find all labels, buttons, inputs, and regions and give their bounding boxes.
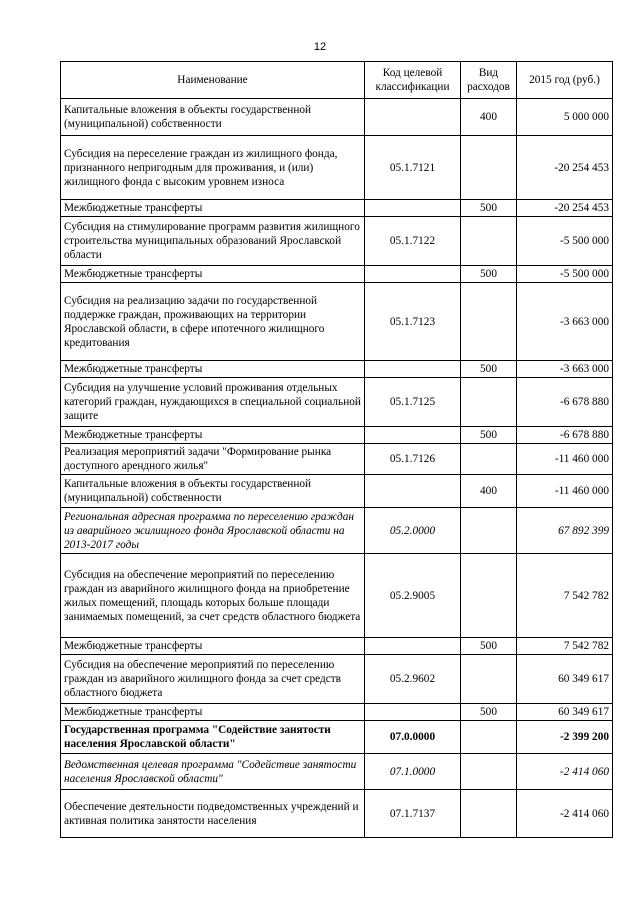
row-code-cell: [365, 266, 461, 283]
row-amount-cell: -3 663 000: [517, 361, 613, 378]
header-code: Код целевой классификации: [365, 62, 461, 99]
row-code-cell: [365, 638, 461, 655]
row-type-cell: [461, 790, 517, 838]
row-amount-cell: -11 460 000: [517, 475, 613, 508]
table-header-row: [61, 62, 613, 99]
row-amount-cell: 67 892 399: [517, 508, 613, 554]
table-row: [61, 704, 613, 721]
row-amount-cell: 60 349 617: [517, 655, 613, 704]
row-code-cell: 05.1.7125: [365, 378, 461, 427]
header-amount: 2015 год (руб.): [517, 62, 613, 99]
row-name-cell: Межбюджетные трансферты: [61, 638, 365, 655]
row-code-cell: 05.2.9602: [365, 655, 461, 704]
row-name-cell: Субсидия на улучшение условий проживания отдельных категорий граждан, нуждающихся в специальной социальной защите: [61, 378, 365, 427]
row-name-cell: Межбюджетные трансферты: [61, 427, 365, 444]
row-code-cell: 05.1.7121: [365, 136, 461, 200]
row-name-cell: Ведомственная целевая программа "Содействие занятости населения Ярославской области": [61, 754, 365, 790]
row-code-cell: 05.2.0000: [365, 508, 461, 554]
row-code-cell: 07.1.7137: [365, 790, 461, 838]
row-name-cell: Субсидия на обеспечение мероприятий по переселению граждан из аварийного жилищного фонда за счет средств областного бюджета: [61, 655, 365, 704]
row-type-cell: [461, 508, 517, 554]
row-amount-cell: -6 678 880: [517, 378, 613, 427]
row-name-cell: Межбюджетные трансферты: [61, 200, 365, 217]
row-name-cell: Государственная программа "Содействие занятости населения Ярославской области": [61, 721, 365, 754]
row-amount-cell: -20 254 453: [517, 200, 613, 217]
row-code-cell: [365, 475, 461, 508]
row-code-cell: 05.2.9005: [365, 554, 461, 638]
table-row: [61, 427, 613, 444]
row-code-cell: 05.1.7123: [365, 283, 461, 361]
row-type-cell: 400: [461, 99, 517, 136]
budget-table: [60, 61, 613, 838]
table-row: [61, 99, 613, 136]
row-code-cell: [365, 361, 461, 378]
row-amount-cell: -5 500 000: [517, 217, 613, 266]
row-name-cell: Капитальные вложения в объекты государственной (муниципальной) собственности: [61, 475, 365, 508]
table-row: [61, 554, 613, 638]
row-code-cell: [365, 427, 461, 444]
row-type-cell: [461, 721, 517, 754]
table-row: [61, 754, 613, 790]
row-amount-cell: -2 414 060: [517, 790, 613, 838]
row-type-cell: 500: [461, 361, 517, 378]
row-type-cell: 500: [461, 427, 517, 444]
row-name-cell: Обеспечение деятельности подведомственных учреждений и активная политика занятости населения: [61, 790, 365, 838]
row-code-cell: 07.0.0000: [365, 721, 461, 754]
row-name-cell: Межбюджетные трансферты: [61, 361, 365, 378]
row-amount-cell: -5 500 000: [517, 266, 613, 283]
table-row: [61, 444, 613, 475]
row-code-cell: 07.1.0000: [365, 754, 461, 790]
row-amount-cell: -20 254 453: [517, 136, 613, 200]
row-code-cell: 05.1.7126: [365, 444, 461, 475]
row-name-cell: Капитальные вложения в объекты государственной (муниципальной) собственности: [61, 99, 365, 136]
row-name-cell: Реализация мероприятий задачи "Формирование рынка доступного арендного жилья": [61, 444, 365, 475]
row-code-cell: [365, 704, 461, 721]
row-amount-cell: -2 414 060: [517, 754, 613, 790]
table-row: [61, 283, 613, 361]
table-row: [61, 266, 613, 283]
table-row: [61, 721, 613, 754]
row-code-cell: [365, 200, 461, 217]
row-amount-cell: -6 678 880: [517, 427, 613, 444]
row-name-cell: Субсидия на переселение граждан из жилищного фонда, признанного непригодным для проживания, и (или) жилищного фонда с высоким уровнем износа: [61, 136, 365, 200]
header-type: Вид расходов: [461, 62, 517, 99]
row-amount-cell: 5 000 000: [517, 99, 613, 136]
table-row: [61, 790, 613, 838]
row-code-cell: 05.1.7122: [365, 217, 461, 266]
row-amount-cell: 60 349 617: [517, 704, 613, 721]
row-type-cell: 500: [461, 200, 517, 217]
table-row: [61, 508, 613, 554]
row-type-cell: 500: [461, 638, 517, 655]
row-type-cell: [461, 754, 517, 790]
table-row: [61, 136, 613, 200]
row-type-cell: [461, 136, 517, 200]
row-type-cell: [461, 444, 517, 475]
table-row: [61, 475, 613, 508]
table-row: [61, 638, 613, 655]
row-type-cell: [461, 283, 517, 361]
row-type-cell: [461, 378, 517, 427]
table-row: [61, 361, 613, 378]
row-amount-cell: -3 663 000: [517, 283, 613, 361]
row-code-cell: [365, 99, 461, 136]
page-number: 12: [313, 41, 327, 53]
row-name-cell: Региональная адресная программа по переселению граждан из аварийного жилищного фонда Ярославской области на 2013-2017 годы: [61, 508, 365, 554]
row-amount-cell: 7 542 782: [517, 554, 613, 638]
row-type-cell: [461, 655, 517, 704]
table-row: [61, 200, 613, 217]
table-row: [61, 378, 613, 427]
row-amount-cell: 7 542 782: [517, 638, 613, 655]
table-row: [61, 217, 613, 266]
row-type-cell: [461, 554, 517, 638]
header-name: Наименование: [61, 62, 365, 99]
row-name-cell: Межбюджетные трансферты: [61, 704, 365, 721]
row-name-cell: Субсидия на реализацию задачи по государственной поддержке граждан, проживающих на территории Ярославской области, в сфере ипотечного жилищного кредитования: [61, 283, 365, 361]
table-row: [61, 655, 613, 704]
row-type-cell: 500: [461, 704, 517, 721]
row-amount-cell: -2 399 200: [517, 721, 613, 754]
row-amount-cell: -11 460 000: [517, 444, 613, 475]
table-body: [61, 99, 613, 838]
row-name-cell: Субсидия на обеспечение мероприятий по переселению граждан из аварийного жилищного фонда на приобретение жилых помещений, площадь которых больше площади занимаемых помещений, за счет средств областного бюджета: [61, 554, 365, 638]
row-type-cell: [461, 217, 517, 266]
row-name-cell: Субсидия на стимулирование программ развития жилищного строительства муниципальных образований Ярославской области: [61, 217, 365, 266]
row-type-cell: 400: [461, 475, 517, 508]
row-type-cell: 500: [461, 266, 517, 283]
row-name-cell: Межбюджетные трансферты: [61, 266, 365, 283]
